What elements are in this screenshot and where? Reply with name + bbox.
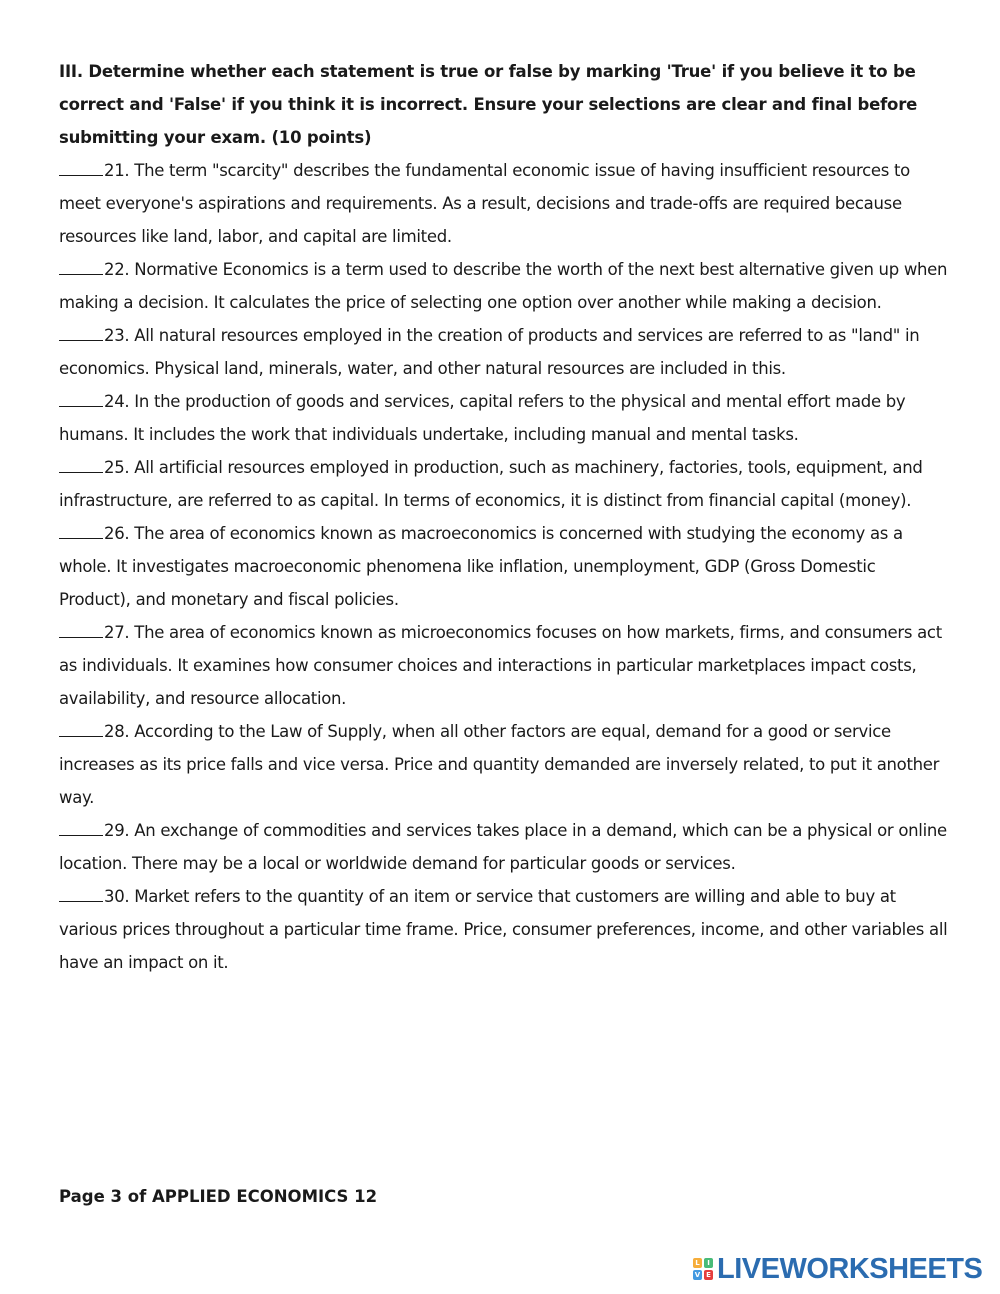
page-footer: Page 3 of APPLIED ECONOMICS 12 [59, 1187, 378, 1206]
answer-blank-28[interactable] [59, 720, 103, 737]
logo-text: LIVEWORKSHEETS [717, 1252, 983, 1285]
question-text: 24. In the production of goods and services, capital refers to the physical and mental effort made by humans. It includes the work that individuals undertake, including manual and mental tasks. [59, 392, 906, 444]
question-24 [59, 385, 949, 451]
answer-blank-25[interactable] [59, 456, 103, 473]
answer-blank-29[interactable] [59, 819, 103, 836]
liveworksheets-logo-icon [693, 1258, 713, 1280]
section-instructions: III. Determine whether each statement is true or false by marking 'True' if you believe it to be correct and 'False' if you think it is incorrect. Ensure your selections are clear and final before submitting your exam. (10 points) [59, 62, 918, 147]
question-25 [59, 451, 949, 517]
question-27 [59, 616, 949, 715]
logo-mark-e: E [704, 1270, 713, 1280]
question-30 [59, 880, 949, 979]
worksheet-page [59, 55, 949, 979]
question-text: 26. The area of economics known as macroeconomics is concerned with studying the economy as a whole. It investigates macroeconomic phenomena like inflation, unemployment, GDP (Gross Domestic Product), and monetary and fiscal policies. [59, 524, 903, 609]
answer-blank-24[interactable] [59, 390, 103, 407]
question-28 [59, 715, 949, 814]
answer-blank-21[interactable] [59, 159, 103, 176]
question-text: 29. An exchange of commodities and services takes place in a demand, which can be a physical or online location. There may be a local or worldwide demand for particular goods or services. [59, 821, 947, 873]
question-22 [59, 253, 949, 319]
question-text: 27. The area of economics known as microeconomics focuses on how markets, firms, and consumers act as individuals. It examines how consumer choices and interactions in particular marketplaces impact costs, availability, and resource allocation. [59, 623, 942, 708]
question-text: 23. All natural resources employed in the creation of products and services are referred to as "land" in economics. Physical land, minerals, water, and other natural resources are included in this. [59, 326, 920, 378]
question-text: 21. The term "scarcity" describes the fundamental economic issue of having insufficient resources to meet everyone's aspirations and requirements. As a result, decisions and trade-offs are required because resources like land, labor, and capital are limited. [59, 161, 910, 246]
logo-mark-v: V [694, 1271, 701, 1279]
question-text: 25. All artificial resources employed in production, such as machinery, factories, tools, equipment, and infrastructure, are referred to as capital. In terms of economics, it is distinct from financial capital (money). [59, 458, 923, 510]
answer-blank-27[interactable] [59, 621, 103, 638]
question-23 [59, 319, 949, 385]
question-26 [59, 517, 949, 616]
question-text: 22. Normative Economics is a term used to describe the worth of the next best alternative given up when making a decision. It calculates the price of selecting one option over another while making a decision. [59, 260, 948, 312]
question-text: 28. According to the Law of Supply, when all other factors are equal, demand for a good or service increases as its price falls and vice versa. Price and quantity demanded are inversely related, to put it another way. [59, 722, 940, 807]
answer-blank-26[interactable] [59, 522, 103, 539]
answer-blank-23[interactable] [59, 324, 103, 341]
question-21 [59, 154, 949, 253]
answer-blank-22[interactable] [59, 258, 103, 275]
question-text: 30. Market refers to the quantity of an item or service that customers are willing and able to buy at various prices throughout a particular time frame. Price, consumer preferences, income, and other variables all have an impact on it. [59, 887, 948, 972]
logo-mark-l: L [693, 1258, 702, 1268]
logo-mark-i: I [704, 1258, 713, 1268]
liveworksheets-logo [693, 1253, 982, 1285]
question-29 [59, 814, 949, 880]
answer-blank-30[interactable] [59, 885, 103, 902]
